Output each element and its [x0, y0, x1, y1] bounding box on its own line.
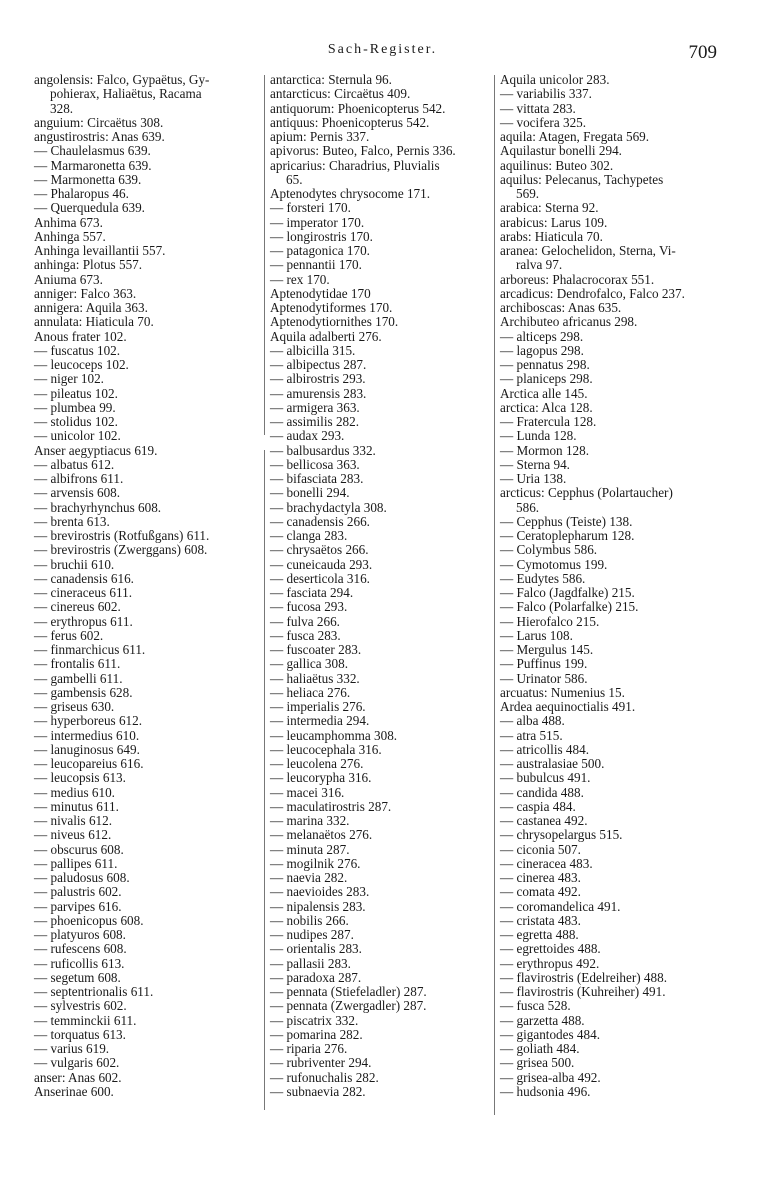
index-entry: anniger: Falco 363.	[34, 285, 137, 301]
index-entry: — deserticola 316.	[270, 570, 370, 586]
index-entry: — bruchii 610.	[34, 556, 115, 572]
index-entry: — palustris 602.	[34, 884, 122, 900]
index-entry: — pallasii 283.	[270, 955, 351, 971]
index-entry: — nobilis 266.	[270, 912, 349, 928]
index-entry: — vocifera 325.	[500, 114, 587, 130]
index-entry: — albifrons 611.	[34, 471, 124, 486]
index-entry: — lagopus 298.	[500, 342, 584, 358]
index-entry: aquila: Atagen, Fregata 569.	[500, 129, 650, 144]
index-entry: — albirostris 293.	[270, 371, 366, 387]
index-entry: — obscurus 608.	[34, 841, 124, 857]
index-entry: arabica: Sterna 92.	[500, 200, 599, 216]
index-entry: — gallica 308.	[270, 656, 349, 672]
index-entry: — alticeps 298.	[500, 328, 584, 344]
index-entry: — Querquedula 639.	[34, 200, 145, 216]
index-entry: — cineracea 483.	[500, 855, 593, 871]
index-entry: Arctica alle 145.	[500, 385, 588, 401]
index-entry: — atra 515.	[500, 727, 563, 743]
index-entry: — pileatus 102.	[34, 385, 118, 401]
index-entry: — griseus 630.	[34, 699, 115, 714]
index-column-3	[500, 73, 732, 1099]
index-entry: — heliaca 276.	[270, 684, 351, 700]
index-entry: — Fratercula 128.	[500, 414, 597, 429]
index-entry: — naevioides 283.	[270, 884, 370, 900]
index-entry: — egretta 488.	[500, 927, 579, 942]
index-entry: Anser aegyptiacus 619.	[34, 442, 158, 458]
index-entry: — hyperboreus 612.	[34, 713, 143, 729]
index-entry: — Colymbus 586.	[500, 542, 598, 558]
index-entry: — minutus 611.	[34, 798, 119, 814]
index-entry: antarcticus: Circaëtus 409.	[270, 86, 411, 102]
index-entry: — comata 492.	[500, 884, 581, 900]
index-entry: — nivalis 612.	[34, 813, 113, 828]
index-entry: — brevirostris (Rotfußgans) 611.	[34, 528, 210, 543]
index-entry: arcuatus: Numenius 15.	[500, 684, 625, 700]
index-entry: — rex 170.	[270, 271, 330, 287]
index-entry: — longirostris 170.	[270, 228, 373, 244]
index-entry: — rubriventer 294.	[270, 1055, 372, 1071]
index-entry: — maculatirostris 287.	[270, 798, 392, 814]
index-entry: — pennantii 170.	[270, 257, 362, 273]
index-entry: — Marmonetta 639.	[34, 171, 142, 187]
index-entry: — Ceratoplepharum 128.	[500, 528, 635, 543]
index-entry: — leucamphomma 308.	[270, 727, 398, 743]
index-entry: — goliath 484.	[500, 1041, 580, 1056]
index-entry: antiquus: Phoenicopterus 542.	[270, 114, 430, 130]
index-entry: — marina 332.	[270, 813, 350, 828]
index-entry: — haliaëtus 332.	[270, 670, 360, 686]
index-entry: — pallipes 611.	[34, 855, 118, 871]
index-entry: — leucoceps 102.	[34, 357, 129, 372]
index-entry: — fuscoater 283.	[270, 642, 362, 657]
index-entry: Anhinga 557.	[34, 228, 106, 244]
index-entry: anser: Anas 602.	[34, 1069, 122, 1085]
index-entry: Archibuteo africanus 298.	[500, 314, 638, 330]
index-entry: — subnaevia 282.	[270, 1083, 366, 1099]
index-entry: — melanaëtos 276.	[270, 827, 373, 843]
index-entry: Aptenodytidae 170	[270, 285, 371, 301]
index-entry: anguium: Circaëtus 308.	[34, 114, 164, 130]
index-entry: — Hierofalco 215.	[500, 613, 600, 629]
index-entry: Anous frater 102.	[34, 328, 127, 344]
index-entry: — rufonuchalis 282.	[270, 1069, 379, 1085]
index-entry: — flavirostris (Kuhreiher) 491.	[500, 984, 666, 999]
index-entry: — niveus 612.	[34, 827, 112, 843]
index-entry: annigera: Aquila 363.	[34, 300, 148, 315]
index-entry: 569.	[516, 186, 540, 201]
index-entry: — leucorypha 316.	[270, 770, 372, 786]
index-entry: arcadicus: Dendrofalco, Falco 237.	[500, 285, 685, 301]
index-entry: — planiceps 298.	[500, 371, 593, 387]
index-entry: — Lunda 128.	[500, 428, 577, 444]
index-entry: — Urinator 586.	[500, 670, 588, 686]
index-entry: — cineraceus 611.	[34, 585, 133, 600]
index-entry: — variabilis 337.	[500, 86, 592, 102]
index-entry: Anhinga levaillantii 557.	[34, 243, 166, 258]
index-entry: 328.	[50, 100, 74, 116]
index-entry: — brachydactyla 308.	[270, 499, 387, 515]
index-entry: — hudsonia 496.	[500, 1083, 591, 1099]
index-entry: — chrysopelargus 515.	[500, 827, 623, 843]
index-entry: pohierax, Haliaëtus, Racama	[50, 86, 202, 102]
index-entry: — forsteri 170.	[270, 200, 351, 216]
index-entry: — platyuros 608.	[34, 927, 126, 942]
index-entry: — riparia 276.	[270, 1041, 348, 1056]
index-entry: — gambelli 611.	[34, 670, 123, 686]
index-entry: arcticus: Cepphus (Polartaucher)	[500, 485, 673, 501]
running-title: Sach-Register.	[327, 42, 438, 57]
index-column-1	[34, 73, 266, 1099]
index-entry: — castanea 492.	[500, 813, 588, 828]
index-entry: — Puffinus 199.	[500, 656, 588, 672]
index-entry: — albipectus 287.	[270, 357, 367, 372]
index-entry: Aniuma 673.	[34, 271, 103, 287]
index-entry: — Mormon 128.	[500, 442, 590, 458]
index-entry: — parvipes 616.	[34, 898, 122, 914]
index-entry: — leucolena 276.	[270, 756, 364, 771]
index-entry: 586.	[516, 499, 540, 515]
index-entry: — niger 102.	[34, 371, 104, 387]
index-entry: — fuscatus 102.	[34, 342, 121, 358]
index-entry: apium: Pernis 337.	[270, 129, 370, 144]
index-entry: — paludosus 608.	[34, 870, 130, 885]
index-entry: — fulva 266.	[270, 613, 340, 629]
index-entry: — fasciata 294.	[270, 585, 354, 600]
index-entry: — brevirostris (Zwerggans) 608.	[34, 542, 208, 558]
index-entry: — paradoxa 287.	[270, 969, 362, 985]
index-entry: — gambensis 628.	[34, 684, 133, 700]
index-entry: — leucopsis 613.	[34, 770, 126, 786]
index-entry: — stolidus 102.	[34, 414, 118, 429]
index-entry: — rufescens 608.	[34, 941, 127, 957]
index-entry: — Eudytes 586.	[500, 570, 586, 586]
index-entry: — patagonica 170.	[270, 243, 370, 258]
index-entry: Aquila unicolor 283.	[500, 72, 610, 87]
index-entry: — australasiae 500.	[500, 756, 605, 771]
index-entry: — lanuginosus 649.	[34, 741, 140, 757]
index-entry: — egrettoides 488.	[500, 941, 601, 957]
index-entry: — grisea-alba 492.	[500, 1069, 601, 1085]
page-number: 709	[688, 42, 717, 63]
index-entry: — Phalaropus 46.	[34, 186, 129, 201]
index-entry: — pennatus 298.	[500, 357, 590, 372]
index-entry: angustirostris: Anas 639.	[34, 129, 165, 144]
index-entry: — ciconia 507.	[500, 841, 581, 857]
index-entry: — temminckii 611.	[34, 1012, 137, 1028]
index-entry: — erythropus 611.	[34, 613, 133, 629]
index-entry: arboreus: Phalacrocorax 551.	[500, 271, 655, 287]
index-entry: — varius 619.	[34, 1041, 110, 1056]
index-entry: — imperialis 276.	[270, 699, 366, 714]
index-entry: — nipalensis 283.	[270, 898, 366, 914]
index-entry: antarctica: Sternula 96.	[270, 72, 392, 87]
index-entry: — medius 610.	[34, 784, 115, 800]
index-entry: 65.	[286, 171, 303, 187]
index-entry: Ardea aequinoctialis 491.	[500, 699, 636, 714]
index-entry: — piscatrix 332.	[270, 1012, 359, 1028]
index-entry: — assimilis 282.	[270, 414, 360, 429]
index-entry: Anhima 673.	[34, 214, 103, 230]
index-entry: — Marmaronetta 639.	[34, 157, 152, 173]
index-entry: — fusca 528.	[500, 998, 571, 1014]
index-entry: — Falco (Jagdfalke) 215.	[500, 585, 635, 600]
index-entry: aranea: Gelochelidon, Sterna, Vi-	[500, 243, 676, 258]
index-entry: — armigera 363.	[270, 399, 360, 415]
index-entry: — alba 488.	[500, 713, 565, 729]
index-entry: — grisea 500.	[500, 1055, 575, 1071]
index-entry: — minuta 287.	[270, 841, 350, 857]
index-entry: archiboscas: Anas 635.	[500, 300, 622, 315]
index-entry: anhinga: Plotus 557.	[34, 257, 143, 273]
index-entry: apivorus: Buteo, Falco, Pernis 336.	[270, 143, 456, 159]
index-entry: — intermedius 610.	[34, 727, 140, 743]
index-entry: — erythropus 492.	[500, 955, 600, 971]
index-entry: Aptenodytes chrysocome 171.	[270, 186, 431, 201]
index-entry: — amurensis 283.	[270, 385, 367, 401]
index-entry: aquilus: Pelecanus, Tachypetes	[500, 171, 664, 187]
index-entry: — leucopareius 616.	[34, 756, 144, 771]
index-entry: — caspia 484.	[500, 798, 576, 814]
index-entry: — Larus 108.	[500, 627, 573, 643]
index-entry: — audax 293.	[270, 428, 345, 444]
index-entry: — canadensis 266.	[270, 513, 370, 529]
index-entry: — arvensis 608.	[34, 485, 121, 501]
index-entry: — orientalis 283.	[270, 941, 362, 957]
index-entry: arctica: Alca 128.	[500, 399, 593, 415]
index-entry: — nudipes 287.	[270, 927, 354, 942]
index-entry: — cinereus 602.	[34, 599, 121, 615]
index-entry: — Falco (Polarfalke) 215.	[500, 599, 639, 615]
index-entry: — Cymotomus 199.	[500, 556, 608, 572]
index-entry: — pennata (Zwergadler) 287.	[270, 998, 427, 1014]
index-entry: — fucosa 293.	[270, 599, 348, 615]
index-entry: — frontalis 611.	[34, 656, 121, 672]
index-entry: — Mergulus 145.	[500, 642, 594, 657]
index-entry: — brenta 613.	[34, 513, 110, 529]
index-entry: — cuneicauda 293.	[270, 556, 373, 572]
index-entry: — ruficollis 613.	[34, 955, 125, 971]
index-entry: — intermedia 294.	[270, 713, 370, 729]
index-entry: Aptenodytiformes 170.	[270, 300, 393, 315]
index-entry: — chrysaëtos 266.	[270, 542, 369, 558]
index-entry: — candida 488.	[500, 784, 584, 800]
index-entry: — torquatus 613.	[34, 1026, 126, 1042]
index-entry: antiquorum: Phoenicopterus 542.	[270, 100, 446, 116]
index-entry: — leucocephala 316.	[270, 741, 382, 757]
index-entry: — sylvestris 602.	[34, 998, 127, 1014]
index-entry: — garzetta 488.	[500, 1012, 585, 1028]
index-entry: — Sterna 94.	[500, 456, 570, 472]
index-entry: — vulgaris 602.	[34, 1055, 120, 1071]
index-entry: — pennata (Stiefeladler) 287.	[270, 984, 427, 999]
index-entry: Anserinae 600.	[34, 1083, 114, 1099]
index-entry: — imperator 170.	[270, 214, 365, 230]
index-entry: annulata: Hiaticula 70.	[34, 314, 154, 330]
index-entry: — macei 316.	[270, 784, 345, 800]
index-entry: Aquila adalberti 276.	[270, 328, 382, 344]
index-entry: — cinerea 483.	[500, 870, 581, 885]
index-entry: Aquilastur bonelli 294.	[500, 143, 622, 159]
index-entry: — clanga 283.	[270, 528, 348, 543]
index-entry: — mogilnik 276.	[270, 855, 361, 871]
index-entry: — bubulcus 491.	[500, 770, 591, 786]
index-entry: — pomarina 282.	[270, 1026, 363, 1042]
index-entry: — Cepphus (Teiste) 138.	[500, 513, 633, 529]
index-entry: — phoenicopus 608.	[34, 912, 144, 928]
index-entry: — vittata 283.	[500, 100, 576, 116]
index-entry: — albicilla 315.	[270, 342, 356, 358]
index-entry: — balbusardus 332.	[270, 442, 376, 458]
index-entry: angolensis: Falco, Gypaëtus, Gy-	[34, 72, 210, 87]
index-entry: — cristata 483.	[500, 912, 581, 928]
index-entry: — bonelli 294.	[270, 485, 350, 501]
index-entry: — unicolor 102.	[34, 428, 121, 444]
index-entry: — flavirostris (Edelreiher) 488.	[500, 969, 667, 985]
index-entry: — plumbea 99.	[34, 399, 116, 415]
index-entry: — brachyrhynchus 608.	[34, 499, 162, 515]
index-entry: — finmarchicus 611.	[34, 642, 146, 657]
index-entry: — Uria 138.	[500, 471, 567, 486]
index-entry: ralva 97.	[516, 257, 563, 273]
index-column-2	[270, 73, 492, 1099]
index-entry: arabs: Hiaticula 70.	[500, 228, 603, 244]
index-entry: — canadensis 616.	[34, 570, 134, 586]
index-entry: — segetum 608.	[34, 969, 121, 985]
index-entry: — naevia 282.	[270, 870, 348, 885]
index-entry: — coromandelica 491.	[500, 898, 621, 914]
column-divider	[494, 75, 495, 1115]
index-entry: — Chaulelasmus 639.	[34, 143, 151, 159]
index-entry: apricarius: Charadrius, Pluvialis	[270, 157, 440, 173]
index-entry: — gigantodes 484.	[500, 1026, 600, 1042]
index-entry: aquilinus: Buteo 302.	[500, 157, 614, 173]
index-entry: Aptenodytiornithes 170.	[270, 314, 399, 330]
index-entry: — albatus 612.	[34, 456, 115, 472]
index-entry: — bifasciata 283.	[270, 471, 364, 486]
index-entry: — bellicosa 363.	[270, 456, 360, 472]
index-entry: — atricollis 484.	[500, 741, 590, 757]
index-entry: — ferus 602.	[34, 627, 104, 643]
index-entry: arabicus: Larus 109.	[500, 214, 608, 230]
index-entry: — fusca 283.	[270, 627, 341, 643]
index-entry: — septentrionalis 611.	[34, 984, 154, 999]
